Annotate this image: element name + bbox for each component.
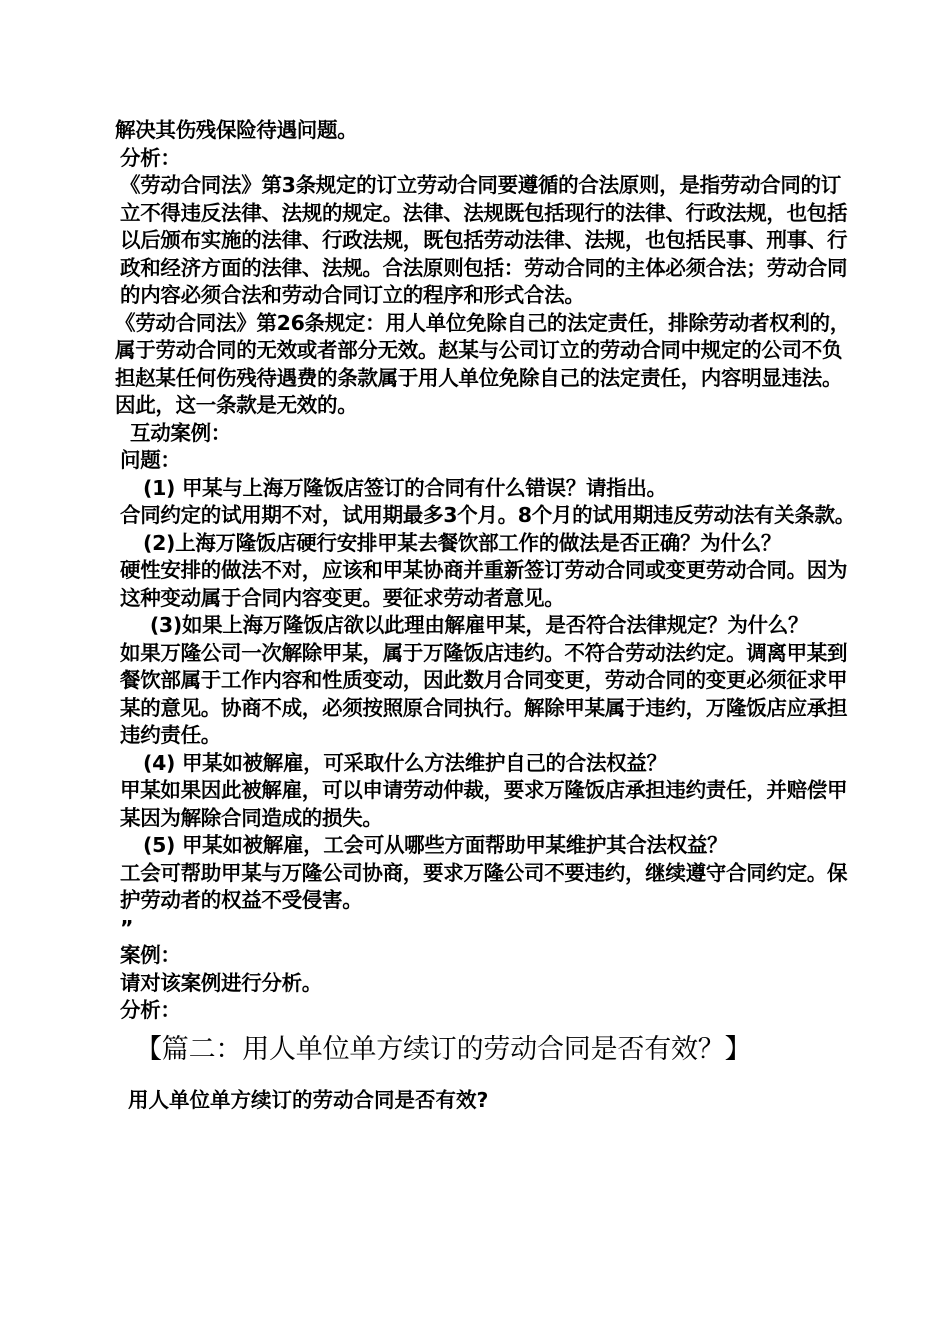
paragraph: 互动案例：: [130, 420, 231, 445]
question: (2)上海万隆饭店硬行安排甲某去餐饮部工作的做法是否正确？为什么？: [143, 530, 782, 555]
paragraph: 解决其伤残保险待遇问题。: [115, 118, 358, 142]
paragraph: 分析：: [120, 145, 181, 170]
answer: 硬性安排的做法不对，应该和甲某协商并重新签订劳动合同或变更劳动合同。因为这种变动属于合同内容变更。要征求劳动者意见。: [120, 558, 848, 610]
paragraph: 案例：: [120, 943, 181, 967]
answer: 工会可帮助甲某与万隆公司协商，要求万隆公司不要违约，继续遵守合同约定。保护劳动者的权益不受侵害。: [120, 860, 848, 912]
paragraph: ”: [120, 915, 134, 940]
question: (3)如果上海万隆饭店欲以此理由解雇甲某，是否符合法律规定？为什么？: [143, 613, 809, 637]
paragraph: 《劳动合同法》第3条规定的订立劳动合同要遵循的合法原则，是指劳动合同的订立不得违反法律、法规的规定。法律、法规既包括现行的法律、行政法规，也包括以后颁布实施的法律、行政法规，既包括劳动法律、法规，也包括民事、刑事、行政和经济方面的法律、法规。合法原则包括：劳动合同的主体必须合法；劳动合同的内容必须合法和劳动合同订立的程序和形式合法。: [120, 173, 848, 307]
answer: 合同约定的试用期不对，试用期最多3个月。8个月的试用期违反劳动法有关条款。: [120, 503, 855, 527]
question: (4) 甲某如被解雇，可采取什么方法维护自己的合法权益？: [143, 750, 667, 775]
paragraph: 问题：: [120, 448, 181, 472]
paragraph: 请对该案例进行分析。: [120, 970, 322, 995]
answer: 如果万隆公司一次解除甲某，属于万隆饭店违约。不符合劳动法约定。调离甲某到餐饮部属于工作内容和性质变动，因此数月合同变更，劳动合同的变更必须征求甲某的意见。协商不成，必须按照原合同执行。解除甲某属于违约，万隆饭店应承担违约责任。: [120, 640, 848, 747]
question: (1) 甲某与上海万隆饭店签订的合同有什么错误？请指出。: [143, 475, 667, 500]
answer: 甲某如果因此被解雇，可以申请劳动仲裁，要求万隆饭店承担违约责任，并赔偿甲某因为解除合同造成的损失。: [120, 778, 848, 830]
paragraph: 《劳动合同法》第26条规定：用人单位免除自己的法定责任，排除劳动者权利的，属于劳动合同的无效或者部分无效。赵某与公司订立的劳动合同中规定的公司不负担赵某任何伤残待遇费的条款属于用人单位免除自己的法定责任，内容明显违法。因此，这一条款是无效的。: [115, 310, 850, 417]
paragraph: 分析：: [120, 998, 181, 1022]
section-heading: 【篇二：用人单位单方续订的劳动合同是否有效？】: [135, 1033, 752, 1065]
section-subheading: 用人单位单方续订的劳动合同是否有效?: [128, 1087, 489, 1112]
document-body: [115, 117, 855, 1114]
question: (5) 甲某如被解雇，工会可从哪些方面帮助甲某维护其合法权益？: [143, 833, 728, 857]
